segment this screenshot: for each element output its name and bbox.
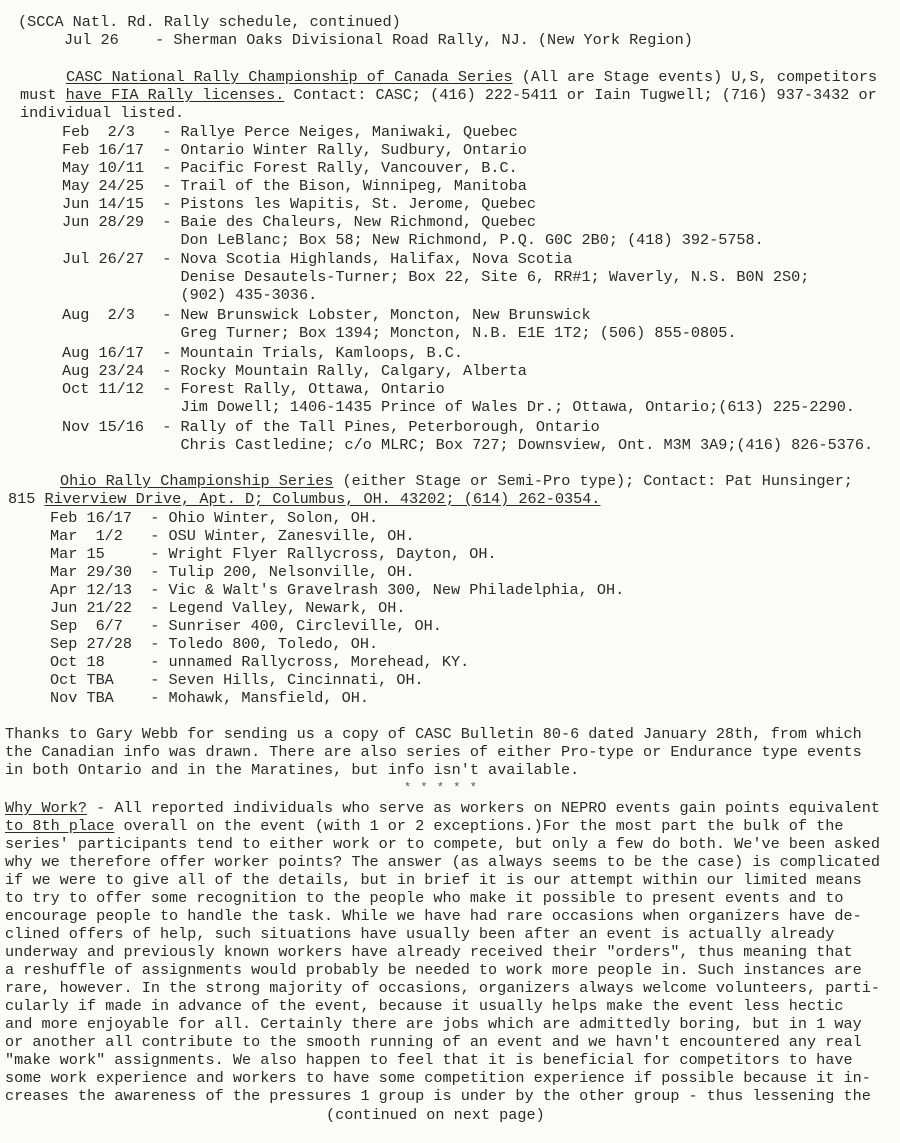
casc-event-line: Feb 16/17 - Ontario Winter Rally, Sudbury, Ontario (62, 141, 527, 159)
casc-intro-rest: (All are Stage events) U,S, competitors (512, 68, 878, 86)
casc-event-line: Nov 15/16 - Rally of the Tall Pines, Peterborough, Ontario (62, 418, 600, 436)
body-line: underway and previously known workers have already received their "orders", thus meaning that (5, 943, 853, 961)
ohio-event-line: Mar 15 - Wright Flyer Rallycross, Dayton, OH. (50, 545, 497, 563)
casc-event-line: Feb 2/3 - Rallye Perce Neiges, Maniwaki, Quebec (62, 123, 518, 141)
body-line: if we were to give all of the details, but in brief it is our attempt within our limited means (5, 871, 862, 889)
casc-intro-prefix: must (20, 86, 66, 104)
casc-contact: Contact: CASC; (416) 222-5411 or Iain Tugwell; (716) 937-3432 or (284, 86, 877, 104)
casc-event-line: May 24/25 - Trail of the Bison, Winnipeg, Manitoba (62, 177, 527, 195)
ohio-series-title: Ohio Rally Championship Series (60, 472, 334, 490)
ohio-event-line: Mar 1/2 - OSU Winter, Zanesville, OH. (50, 527, 415, 545)
ohio-event-line: Mar 29/30 - Tulip 200, Nelsonville, OH. (50, 563, 415, 581)
body-line: rare, however. In the strong majority of occasions, organizers always welcome volunteers, parti- (5, 979, 880, 997)
casc-contact-line: Chris Castledine; c/o MLRC; Box 727; Downsview, Ont. M3M 3A9;(416) 826-5376. (62, 436, 874, 454)
casc-series-title: CASC National Rally Championship of Canada Series (66, 68, 513, 86)
body-line: and more enjoyable for all. Certainly there are jobs which are admittedly boring, but in 1 way (5, 1015, 862, 1033)
ohio-event-line: Jun 21/22 - Legend Valley, Newark, OH. (50, 599, 406, 617)
why-work-line-2 (5, 817, 844, 835)
ohio-address-number: 815 (8, 490, 45, 508)
casc-fia-licenses: have FIA Rally licenses. (65, 86, 285, 104)
casc-intro-line-2 (20, 86, 877, 104)
schedule-continued-heading: (SCCA Natl. Rd. Rally schedule, continued) (18, 13, 401, 31)
why-work-heading: Why Work? (5, 799, 88, 817)
ohio-event-line: Oct TBA - Seven Hills, Cincinnati, OH. (50, 671, 424, 689)
casc-event-line: Aug 23/24 - Rocky Mountain Rally, Calgary, Alberta (62, 362, 527, 380)
body-line: to try to offer some recognition to the people who make it possible to present events and to (5, 889, 844, 907)
ohio-event-line: Sep 27/28 - Toledo 800, Toledo, OH. (50, 635, 379, 653)
casc-event-line: Jun 28/29 - Baie des Chaleurs, New Richmond, Quebec (62, 213, 536, 231)
casc-event-line: May 10/11 - Pacific Forest Rally, Vancouver, B.C. (62, 159, 518, 177)
body-line: clined offers of help, such situations have usually been after an event is actually already (5, 925, 835, 943)
thanks-line: Thanks to Gary Webb for sending us a copy of CASC Bulletin 80-6 dated January 28th, from which (5, 725, 862, 743)
ohio-event-line: Nov TBA - Mohawk, Mansfield, OH. (50, 689, 369, 707)
ohio-event-line: Apr 12/13 - Vic & Walt's Gravelrash 300, New Philadelphia, OH. (50, 581, 625, 599)
body-line: some work experience and workers to have some competition experience if possible because it in- (5, 1069, 871, 1087)
body-line: encourage people to handle the task. While we have had rare occasions when organizers have de- (5, 907, 862, 925)
ohio-intro-line-1 (60, 472, 853, 490)
casc-contact-line: (902) 435-3036. (62, 286, 318, 304)
body-line: creases the awareness of the pressures 1 group is under by the other group - thus lessening the (5, 1087, 871, 1105)
body-line: a reshuffle of assignments would probably be needed to work more people in. Such instances are (5, 961, 862, 979)
casc-event-line: Jul 26/27 - Nova Scotia Highlands, Halifax, Nova Scotia (62, 250, 573, 268)
eighth-place-text: to 8th place (5, 817, 115, 835)
body-line: cularly if made in advance of the event, because it usually helps make the event less hectic (5, 997, 844, 1015)
casc-contact-line: Don LeBlanc; Box 58; New Richmond, P.Q. G0C 2B0; (418) 392-5758. (62, 231, 764, 249)
ohio-event-line: Oct 18 - unnamed Rallycross, Morehead, KY. (50, 653, 470, 671)
body-line: "make work" assignments. We also happen to feel that it is beneficial for competitors to have (5, 1051, 853, 1069)
casc-intro-line-3: individual listed. (20, 104, 185, 122)
casc-event-line: Jun 14/15 - Pistons les Wapitis, St. Jerome, Quebec (62, 195, 536, 213)
body-line: why we therefore offer worker points? The answer (as always seems to be the case) is complicated (5, 853, 880, 871)
casc-intro-line-1 (66, 68, 877, 86)
casc-contact-line: Greg Turner; Box 1394; Moncton, N.B. E1E 1T2; (506) 855-0805. (62, 324, 737, 342)
section-separator: * * * * * (404, 781, 478, 795)
casc-contact-line: Jim Dowell; 1406-1435 Prince of Wales Dr.; Ottawa, Ontario;(613) 225-2290. (62, 398, 855, 416)
continued-footer: (continued on next page) (326, 1106, 545, 1124)
casc-event-line: Oct 11/12 - Forest Rally, Ottawa, Ontario (62, 380, 445, 398)
thanks-line: in both Ontario and in the Maratines, but info isn't available. (5, 761, 580, 779)
casc-event-line: Aug 2/3 - New Brunswick Lobster, Moncton, New Brunswick (62, 306, 591, 324)
ohio-intro-rest: (either Stage or Semi-Pro type); Contact: Pat Hunsinger; (333, 472, 853, 490)
ohio-address: Riverview Drive, Apt. D; Columbus, OH. 43202; (614) 262-0354. (44, 490, 601, 508)
thanks-line: the Canadian info was drawn. There are also series of either Pro-type or Endurance type events (5, 743, 862, 761)
why-work-second-rest: overall on the event (with 1 or 2 exceptions.)For the most part the bulk of the (114, 817, 844, 835)
schedule-entry-jul-26: Jul 26 - Sherman Oaks Divisional Road Rally, NJ. (New York Region) (64, 31, 693, 49)
casc-event-line: Aug 16/17 - Mountain Trials, Kamloops, B.C. (62, 344, 464, 362)
ohio-event-line: Feb 16/17 - Ohio Winter, Solon, OH. (50, 509, 379, 527)
why-work-first-rest: - All reported individuals who serve as workers on NEPRO events gain points equivalent (87, 799, 880, 817)
why-work-line-1 (5, 799, 880, 817)
casc-contact-line: Denise Desautels-Turner; Box 22, Site 6, RR#1; Waverly, N.S. B0N 2S0; (62, 268, 810, 286)
body-line: or another all contribute to the smooth running of an event and we havn't encountered any real (5, 1033, 862, 1051)
ohio-event-line: Sep 6/7 - Sunriser 400, Circleville, OH. (50, 617, 442, 635)
body-line: series' participants tend to either work or to compete, but only a few do both. We've been asked (5, 835, 880, 853)
ohio-intro-line-2 (8, 490, 600, 508)
